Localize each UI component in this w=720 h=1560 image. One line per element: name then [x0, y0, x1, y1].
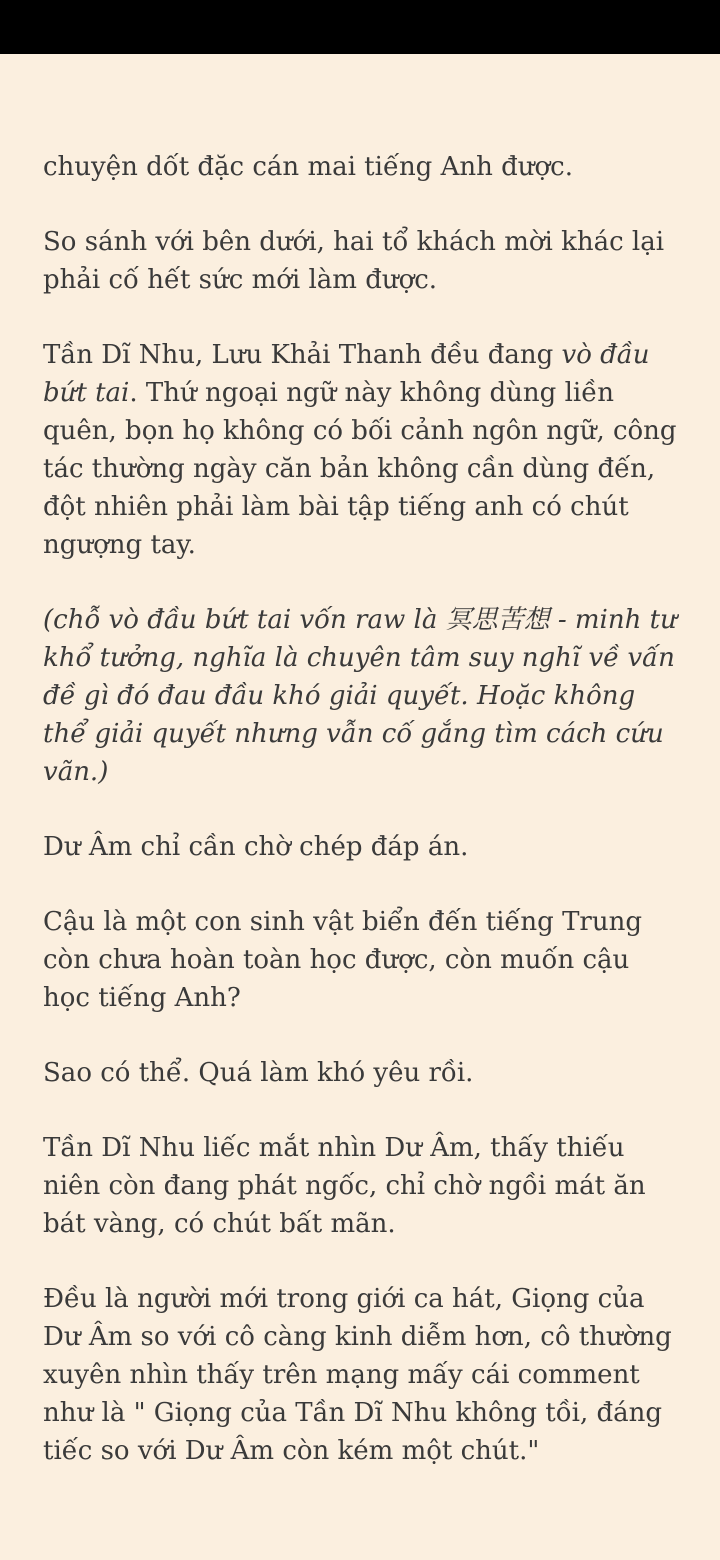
paragraph-text: Tần Dĩ Nhu, Lưu Khải Thanh đều đang	[43, 340, 562, 370]
reader-content	[43, 148, 683, 1507]
status-bar	[0, 0, 720, 54]
translator-note	[43, 601, 683, 791]
paragraph: Dư Âm chỉ cần chờ chép đáp án.	[43, 832, 469, 862]
translator-note-text: (chỗ vò đầu bứt tai vốn raw là 冥思苦想 - minh tư khổ tưởng, nghĩa là chuyên tâm suy nghĩ về vấn đề gì đó đau đầu khó giải quyết. Hoặc không thể giải quyết nhưng vẫn cố gắng tìm cách cứu vãn.)	[43, 605, 677, 787]
paragraph: Tần Dĩ Nhu liếc mắt nhìn Dư Âm, thấy thiếu niên còn đang phát ngốc, chỉ chờ ngồi mát ăn bát vàng, có chút bất mãn.	[43, 1133, 646, 1239]
paragraph: chuyện dốt đặc cán mai tiếng Anh được.	[43, 152, 573, 182]
paragraph: So sánh với bên dưới, hai tổ khách mời khác lại phải cố hết sức mới làm được.	[43, 227, 665, 295]
paragraph: Sao có thể. Quá làm khó yêu rồi.	[43, 1058, 474, 1088]
paragraph: Cậu là một con sinh vật biển đến tiếng Trung còn chưa hoàn toàn học được, còn muốn cậu học tiếng Anh?	[43, 907, 642, 1013]
paragraph-text: . Thứ ngoại ngữ này không dùng liền quên, bọn họ không có bối cảnh ngôn ngữ, công tác thường ngày căn bản không cần dùng đến, đột nhiên phải làm bài tập tiếng anh có chút ngượng tay.	[43, 378, 677, 560]
italic-phrase: vò đầu bứt tai	[43, 340, 650, 408]
paragraph: Đều là người mới trong giới ca hát, Giọng của Dư Âm so với cô càng kinh diễm hơn, cô thường xuyên nhìn thấy trên mạng mấy cái comment như là " Giọng của Tần Dĩ Nhu không tồi, đáng tiếc so với Dư Âm còn kém một chút."	[43, 1284, 672, 1466]
paragraph	[43, 336, 683, 564]
